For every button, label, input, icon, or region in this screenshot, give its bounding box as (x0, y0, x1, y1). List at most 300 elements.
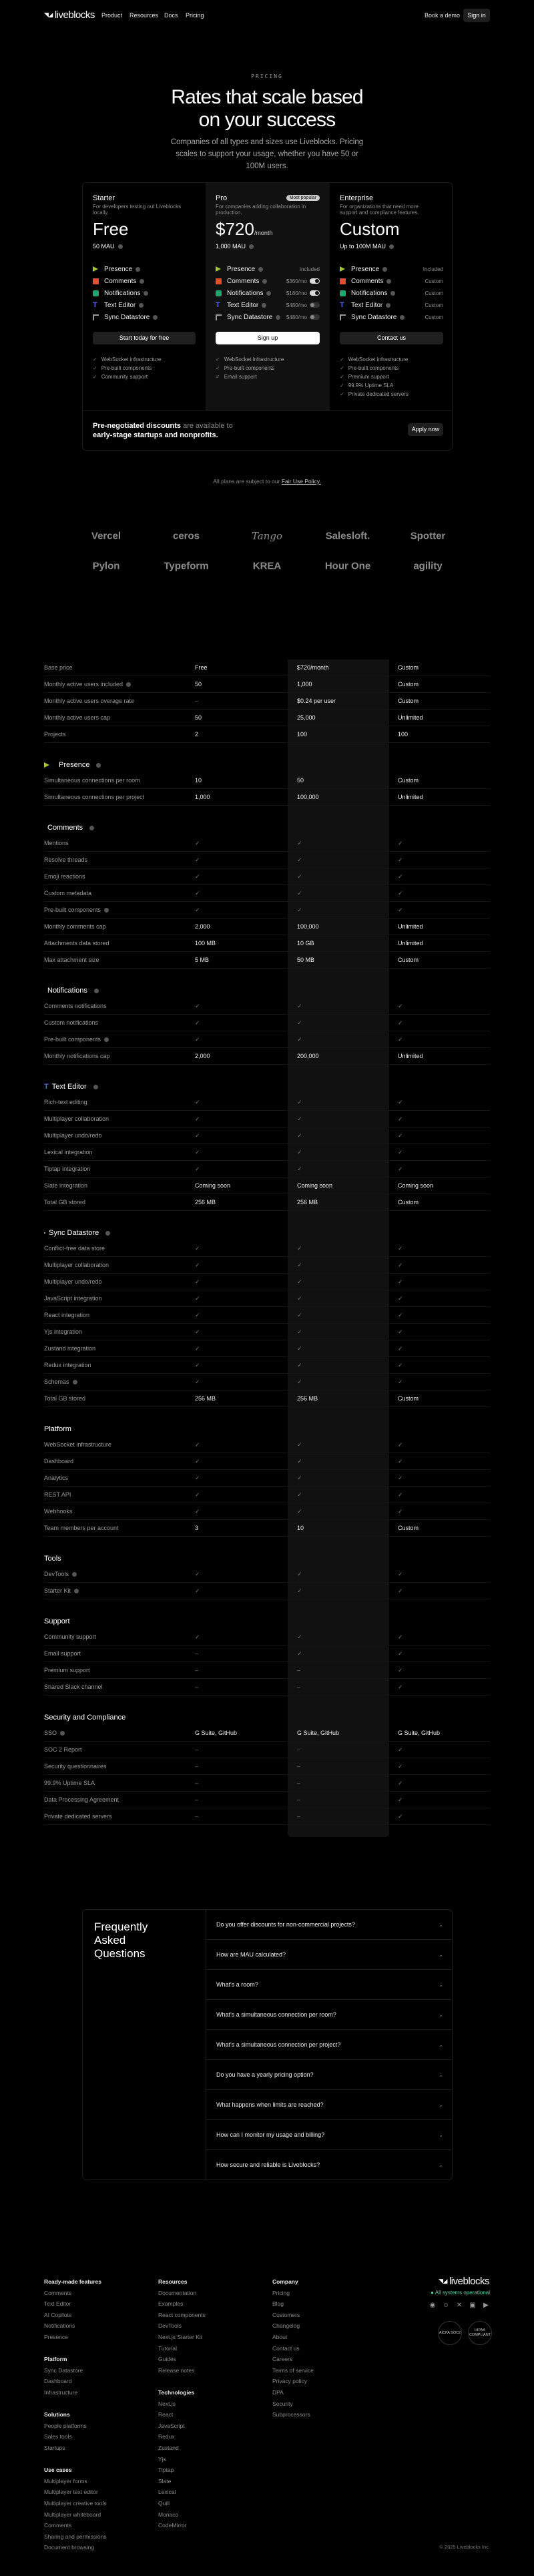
row-label-text: Email support (44, 1649, 81, 1657)
feature-price: Custom (425, 314, 443, 320)
info-icon[interactable] (74, 1589, 79, 1593)
row-label (44, 1178, 87, 1194)
nav-pricing[interactable]: Pricing (186, 12, 204, 19)
footer-link[interactable]: Guides (158, 2356, 176, 2363)
faq-item[interactable] (206, 2090, 453, 2120)
pro-value: 10 (297, 1524, 304, 1531)
plan-description: For developers testing out Liveblocks locally. (93, 204, 182, 216)
plan-description: For companies adding collaboration in production. (216, 204, 306, 216)
enterprise-value: ✓ (398, 1633, 403, 1640)
pro-value: ✓ (297, 1294, 302, 1302)
table-section-header (44, 760, 101, 770)
table-row (44, 1031, 490, 1048)
feature-label: Sync Datastore (104, 313, 150, 321)
info-icon[interactable] (60, 1731, 65, 1736)
linkedin-icon[interactable]: ▣ (469, 2302, 476, 2309)
footer-link[interactable]: Next.js (158, 2400, 176, 2407)
starter-value: ✓ (195, 1507, 200, 1515)
row-label-text: Starter Kit (44, 1587, 71, 1594)
table-row (44, 1240, 490, 1257)
pro-value: ✓ (297, 1587, 302, 1594)
info-icon[interactable] (89, 826, 94, 830)
customer-logo: Vercel (91, 530, 121, 542)
info-icon[interactable] (104, 908, 109, 913)
feature-price: $360/mo (286, 278, 307, 284)
faq-question: How are MAU calculated? (216, 1951, 286, 1958)
pro-value: ✓ (297, 1507, 302, 1515)
enterprise-value: ✓ (398, 1361, 403, 1368)
plan-cta-button[interactable]: Start today for free (93, 332, 196, 344)
row-label (44, 676, 131, 693)
footer-link[interactable]: Presence (44, 2334, 68, 2340)
enterprise-value: Unlimited (398, 923, 423, 930)
feature-label: Notifications (227, 289, 264, 297)
row-label-text: Mentions (44, 839, 69, 846)
info-icon[interactable] (126, 682, 131, 687)
starter-value: ✓ (195, 906, 200, 913)
row-label (44, 1792, 119, 1808)
cursor-icon (216, 266, 221, 272)
table-row (44, 1662, 490, 1679)
info-icon[interactable] (390, 291, 395, 296)
footer-link[interactable]: Dashboard (44, 2378, 72, 2385)
footer-link[interactable]: Infrastructure (44, 2389, 78, 2396)
info-icon[interactable] (386, 303, 390, 308)
plan-feature (340, 275, 443, 287)
enterprise-value: ✓ (398, 1796, 403, 1803)
nav-resources[interactable]: Resources (129, 12, 159, 19)
table-row (44, 1808, 490, 1825)
table-row (44, 1357, 490, 1374)
starter-value: Free (195, 664, 208, 671)
footer-link[interactable]: Pricing (272, 2289, 290, 2296)
table-row (44, 676, 490, 693)
starter-value: ✓ (195, 1131, 200, 1139)
table-row (44, 1144, 490, 1161)
table-row (44, 935, 490, 952)
faq-item[interactable] (206, 2030, 453, 2060)
row-label-text: Zustand integration (44, 1344, 96, 1352)
row-label (44, 693, 134, 710)
enterprise-value: ✓ (398, 1148, 403, 1155)
info-icon[interactable] (400, 315, 405, 320)
faq-item[interactable] (206, 2000, 453, 2030)
pro-value: 200,000 (297, 1052, 319, 1059)
hipaa-badge: HIPAA COMPLIANT (468, 2321, 492, 2345)
status-dot-icon: ● (431, 2290, 434, 2296)
plan-feature (340, 311, 443, 323)
plan-cta-button[interactable]: Sign up (216, 332, 320, 344)
customer-logo: Typeform (164, 560, 209, 572)
pro-value: ✓ (297, 1148, 302, 1155)
info-icon[interactable] (93, 1085, 98, 1089)
addon-toggle[interactable] (310, 302, 320, 308)
info-icon[interactable] (105, 1231, 110, 1236)
nav-docs[interactable]: Docs (164, 12, 178, 19)
footer-link[interactable]: Release notes (158, 2366, 195, 2374)
faq-item[interactable] (206, 2060, 453, 2090)
footer-link[interactable]: Monaco (158, 2511, 179, 2518)
row-label-text: Conflict-free data store (44, 1244, 105, 1252)
pro-value: ✓ (297, 872, 302, 880)
info-icon[interactable] (72, 1572, 77, 1577)
plan-mau (93, 243, 123, 250)
faq-item[interactable] (206, 1910, 453, 1940)
row-label-text: Dashboard (44, 1457, 74, 1465)
enterprise-value: ✓ (398, 1507, 403, 1515)
footer-heading: Use cases (44, 2467, 72, 2474)
discord-icon[interactable]: ☺ (442, 2302, 450, 2309)
table-row (44, 902, 490, 919)
pro-value: ✓ (297, 1649, 302, 1657)
footer-link[interactable]: About (272, 2334, 288, 2340)
row-label (44, 935, 109, 952)
section-title: Text Editor (51, 1083, 87, 1091)
footer-link[interactable]: Sales tools (44, 2433, 72, 2440)
footer-link[interactable]: Customers (272, 2311, 300, 2318)
info-icon[interactable] (140, 279, 144, 284)
discount-text (93, 421, 233, 440)
starter-value: – (195, 1762, 199, 1770)
footer-link[interactable]: Redux (158, 2433, 175, 2440)
footer-link[interactable]: Privacy policy (272, 2378, 307, 2385)
info-icon[interactable] (73, 1380, 77, 1384)
enterprise-value: Custom (398, 664, 419, 671)
enterprise-value: ✓ (398, 1474, 403, 1481)
info-icon[interactable] (136, 267, 140, 272)
table-section-header (44, 1425, 71, 1434)
footer-brand-logo[interactable]: ◥◢ liveblocks (439, 2276, 489, 2287)
plan-cta-button[interactable]: Contact us (340, 332, 443, 344)
section-title: Sync Datastore (49, 1229, 99, 1237)
row-label (44, 1566, 77, 1583)
faq-title-line: Frequently (94, 1920, 148, 1933)
info-icon[interactable] (266, 291, 271, 296)
row-label-text: Resolve threads (44, 856, 88, 863)
table-row (44, 772, 490, 789)
footer-link[interactable]: Comments (44, 2289, 72, 2296)
sign-in-button[interactable]: Sign in (463, 9, 490, 22)
row-label-text: SSO (44, 1729, 57, 1736)
pro-value: 50 MB (297, 956, 315, 963)
table-row (44, 1792, 490, 1808)
price-amount: $720 (216, 219, 254, 239)
row-label-text: Community support (44, 1633, 97, 1640)
enterprise-value: ✓ (398, 1441, 403, 1448)
pro-value: – (297, 1683, 301, 1690)
pro-value: ✓ (297, 889, 302, 896)
plan-mau (216, 243, 254, 250)
footer-link[interactable]: Terms of service (272, 2366, 314, 2374)
footer-link[interactable]: Next.js Starter Kit (158, 2334, 203, 2340)
hero-kicker: PRICING (251, 73, 283, 79)
customer-logo: Salesloft. (325, 530, 370, 542)
enterprise-value: ✓ (398, 1457, 403, 1465)
starter-value: – (195, 1649, 199, 1657)
feature-value (425, 302, 443, 308)
table-section-header (44, 1082, 98, 1091)
row-label (44, 1324, 82, 1340)
footer-link[interactable]: Lexical (158, 2489, 176, 2496)
starter-value: 2,000 (195, 923, 210, 930)
row-label-text: Monthly active users cap (44, 714, 111, 721)
table-row (44, 1257, 490, 1274)
section-title: Support (44, 1617, 70, 1625)
row-label-text: Total GB stored (44, 1198, 86, 1206)
pro-value: – (297, 1666, 301, 1673)
pro-value: 256 MB (297, 1394, 318, 1402)
book-demo-link[interactable]: Book a demo (425, 12, 461, 19)
enterprise-value: ✓ (398, 1131, 403, 1139)
cursor-icon (44, 762, 49, 768)
enterprise-value: ✓ (398, 906, 403, 913)
enterprise-value: Unlimited (398, 714, 423, 721)
system-status[interactable] (431, 2290, 490, 2296)
enterprise-value: ✓ (398, 1587, 403, 1594)
footer-link[interactable]: Slate (158, 2477, 172, 2485)
footer-link[interactable]: Examples (158, 2300, 184, 2308)
info-icon[interactable] (94, 989, 99, 993)
starter-value: ✓ (195, 1294, 200, 1302)
feature-price: Custom (425, 302, 443, 308)
table-row (44, 1742, 490, 1758)
footer-link[interactable]: Tutorial (158, 2344, 178, 2352)
starter-value: ✓ (195, 1441, 200, 1448)
pro-value: ✓ (297, 1278, 302, 1285)
plan-price (93, 220, 128, 242)
addon-toggle[interactable] (310, 314, 320, 320)
copyright: © 2025 Liveblocks Inc. (439, 2544, 490, 2550)
row-label (44, 1437, 111, 1453)
price-suffix: /month (254, 230, 273, 236)
pro-value: ✓ (297, 856, 302, 863)
text-editor-icon: T (44, 1082, 49, 1091)
footer-link[interactable]: Startups (44, 2444, 65, 2451)
footer-link[interactable]: Documentation (158, 2289, 197, 2296)
pro-value: ✓ (297, 1115, 302, 1122)
info-icon[interactable] (389, 244, 394, 249)
row-label (44, 1645, 81, 1662)
apply-now-button[interactable]: Apply now (408, 423, 443, 436)
pro-value: – (297, 1796, 301, 1803)
enterprise-value: ✓ (398, 1812, 403, 1820)
feature-value (423, 266, 443, 272)
github-icon[interactable]: ◉ (429, 2302, 436, 2309)
row-label-text: REST API (44, 1491, 71, 1498)
enterprise-value: ✓ (398, 1649, 403, 1657)
footer-link[interactable]: React components (158, 2311, 206, 2318)
info-icon[interactable] (249, 244, 254, 249)
footer-link[interactable]: Tiptap (158, 2467, 174, 2474)
info-icon[interactable] (96, 763, 101, 768)
feature-label: Presence (104, 265, 133, 273)
feature-value (300, 266, 320, 272)
comment-bubble-icon (340, 278, 346, 284)
faq-item[interactable] (206, 2120, 453, 2150)
starter-value: 256 MB (195, 1198, 216, 1206)
table-row (44, 1437, 490, 1453)
youtube-icon[interactable]: ▶ (483, 2302, 489, 2309)
plan-bullet: ✓ Pre-built components (93, 364, 152, 372)
row-label (44, 1340, 95, 1357)
starter-value: – (195, 1746, 199, 1753)
row-label (44, 1390, 85, 1407)
row-label (44, 1240, 105, 1257)
footer-link[interactable]: Careers (272, 2356, 293, 2363)
table-row (44, 919, 490, 935)
faq-item[interactable] (206, 1970, 453, 2000)
table-row (44, 1725, 490, 1742)
faq-item[interactable] (206, 2150, 453, 2180)
addon-toggle[interactable] (310, 290, 320, 296)
footer-link[interactable]: Changelog (272, 2322, 300, 2330)
info-icon[interactable] (153, 315, 158, 320)
plan-bullet: ✓ Private dedicated servers (340, 390, 409, 399)
footer-link[interactable]: Text Editor (44, 2300, 71, 2308)
footer-link[interactable]: Multiplayer whiteboard (44, 2511, 101, 2518)
footer-link[interactable]: Contact us (272, 2344, 300, 2352)
footer-link[interactable]: Multiplayer forms (44, 2477, 87, 2485)
plan-card-enterprise (330, 183, 453, 411)
table-row (44, 1015, 490, 1031)
enterprise-value: Custom (398, 697, 419, 704)
row-label (44, 1048, 110, 1065)
info-icon[interactable] (258, 267, 263, 272)
addon-toggle[interactable] (310, 278, 320, 284)
feature-label: Sync Datastore (227, 313, 273, 321)
feature-label: Notifications (351, 289, 388, 297)
footer-link[interactable]: Subprocessors (272, 2411, 310, 2418)
brand-logo[interactable]: ◥◢ liveblocks (44, 9, 95, 21)
enterprise-value: Custom (398, 680, 419, 688)
row-label-text: Simultaneous connections per project (44, 793, 145, 800)
footer-link[interactable]: Quill (158, 2500, 170, 2507)
row-label (44, 1144, 93, 1161)
plan-feature (93, 263, 196, 275)
row-label-text: Attachments data stored (44, 939, 109, 947)
enterprise-value: ✓ (398, 1378, 403, 1385)
info-icon[interactable] (276, 315, 280, 320)
row-label-text: Multiplayer collaboration (44, 1115, 109, 1122)
table-row (44, 1307, 490, 1324)
feature-value (425, 290, 443, 296)
table-row (44, 1583, 490, 1599)
footer-link[interactable]: Multiplayer text editor (44, 2489, 98, 2496)
enterprise-value: 100 (398, 730, 409, 738)
footer-link[interactable]: Sharing and permissions (44, 2533, 107, 2540)
table-row (44, 1758, 490, 1775)
starter-value: ✓ (195, 1344, 200, 1352)
footer-link[interactable]: Zustand (158, 2444, 179, 2451)
faq-question: What's a simultaneous connection per room? (216, 2011, 336, 2018)
x-icon[interactable]: ✕ (456, 2302, 463, 2309)
info-icon[interactable] (262, 303, 266, 308)
enterprise-value: ✓ (398, 1098, 403, 1105)
faq-question: How secure and reliable is Liveblocks? (216, 2161, 320, 2168)
table-row (44, 868, 490, 885)
enterprise-value: ✓ (398, 1666, 403, 1673)
info-icon[interactable] (382, 267, 387, 272)
footer-link[interactable]: People platforms (44, 2422, 87, 2429)
footer-link[interactable]: Multiplayer creative tools (44, 2500, 107, 2507)
footer-link[interactable]: Sync Datastore (44, 2366, 83, 2374)
starter-value: 10 (195, 776, 202, 784)
info-icon[interactable] (139, 303, 144, 308)
footer-link[interactable]: Security (272, 2400, 293, 2407)
info-icon[interactable] (144, 291, 148, 296)
nav-product[interactable]: Product (101, 12, 123, 19)
pro-value: ✓ (297, 1165, 302, 1172)
row-label-text: Pre-built components (44, 1035, 101, 1043)
footer-link[interactable]: CodeMirror (158, 2522, 187, 2529)
row-label-text: Premium support (44, 1666, 90, 1673)
hero-subtitle: Companies of all types and sizes use Liveblocks. Pricing scales to support your usage, whether you have 50 or 100M users. (170, 138, 364, 170)
row-label-text: JavaScript integration (44, 1294, 102, 1302)
starter-value: ✓ (195, 1474, 200, 1481)
footer-link[interactable]: DevTools (158, 2322, 182, 2330)
enterprise-value: ✓ (398, 1278, 403, 1285)
row-label-text: Tiptap integration (44, 1165, 91, 1172)
plan-feature (340, 263, 443, 275)
plan-bullet: ✓ Email support (216, 372, 257, 381)
table-section-header (44, 1617, 70, 1626)
enterprise-value: ✓ (398, 1311, 403, 1318)
customer-logo: ceros (172, 530, 200, 542)
footer-link[interactable]: Document browsing (44, 2544, 95, 2551)
info-icon[interactable] (262, 279, 267, 284)
footer-link[interactable]: Yjs (158, 2455, 166, 2463)
row-label-text: Redux integration (44, 1361, 91, 1368)
enterprise-value: ✓ (398, 1165, 403, 1172)
soc2-badge: AICPA SOC2 (438, 2321, 462, 2345)
row-label (44, 1257, 109, 1274)
fair-use-link[interactable]: Fair Use Policy. (281, 478, 321, 485)
footer-link[interactable]: Notifications (44, 2322, 75, 2330)
footer-link[interactable]: JavaScript (158, 2422, 185, 2429)
starter-value: 50 (195, 680, 202, 688)
row-label-text: WebSocket infrastructure (44, 1441, 111, 1448)
footer-heading: Technologies (158, 2389, 195, 2396)
cursor-icon (340, 266, 345, 272)
row-label (44, 1470, 68, 1487)
section-title: Presence (59, 761, 90, 769)
pro-value: ✓ (297, 1441, 302, 1448)
plan-feature (216, 275, 320, 287)
row-label-text: Multiplayer collaboration (44, 1261, 109, 1268)
enterprise-value: ✓ (398, 1762, 403, 1770)
cursor-icon (93, 266, 98, 272)
table-row (44, 1127, 490, 1144)
info-icon[interactable] (386, 279, 391, 284)
footer-link[interactable]: Comments (44, 2522, 72, 2529)
row-label-text: SOC 2 Report (44, 1746, 82, 1753)
starter-value: ✓ (195, 1244, 200, 1252)
info-icon[interactable] (118, 244, 123, 249)
faq-title-line: Asked (94, 1934, 126, 1947)
footer-link[interactable]: DPA (272, 2389, 284, 2396)
table-row (44, 1274, 490, 1290)
faq-item[interactable] (206, 1940, 453, 1970)
footer-link[interactable]: AI Copilots (44, 2311, 72, 2318)
text-editor-icon: T (340, 300, 344, 309)
footer-link[interactable]: React (158, 2411, 174, 2418)
info-icon[interactable] (104, 1037, 109, 1042)
customer-logo: KREA (252, 560, 282, 572)
footer-link[interactable]: Blog (272, 2300, 284, 2308)
starter-value: – (195, 1666, 199, 1673)
row-label (44, 1520, 119, 1537)
plan-feature (93, 275, 196, 287)
